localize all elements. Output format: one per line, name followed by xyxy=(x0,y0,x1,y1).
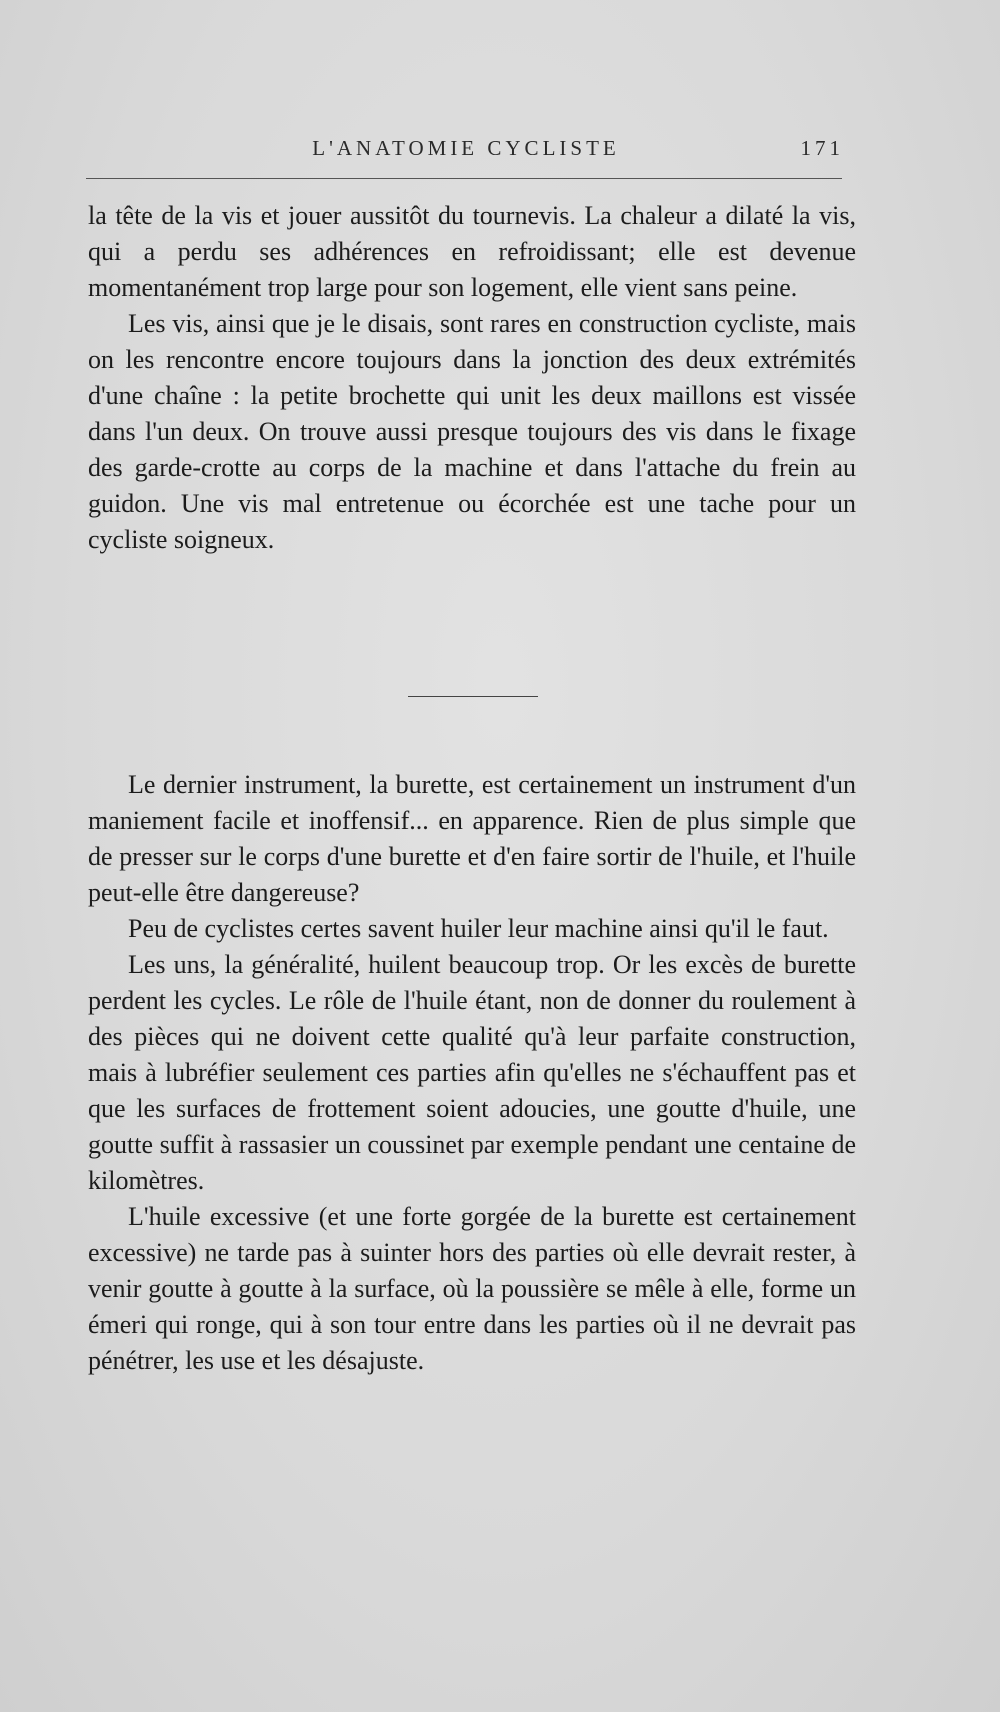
section-1-text xyxy=(88,198,856,558)
paragraph: Les vis, ainsi que je le disais, sont rares en construction cycliste, mais on les rencontre encore toujours dans la jonction des deux extrémités d'une chaîne : la petite brochette qui unit les deux maillons est vissée dans l'un deux. On trouve aussi presque toujours des vis dans le fixage des garde-crotte au corps de la machine et dans l'attache du frein au guidon. Une vis mal entretenue ou écorchée est une tache pour un cycliste soigneux. xyxy=(88,309,856,554)
running-title: L'ANATOMIE CYCLISTE xyxy=(312,136,620,160)
section-divider xyxy=(408,696,538,697)
paragraph: L'huile excessive (et une forte gorgée de la burette est certainement excessive) ne tarde pas à suinter hors des parties où elle devrait rester, à venir goutte à goutte à la surface, où la poussière se mêle à elle, forme un émeri qui ronge, qui à son tour entre dans les parties où il ne devrait pas pénétrer, les use et les désajuste. xyxy=(88,1202,856,1375)
section-2-text xyxy=(88,767,856,1379)
running-head xyxy=(88,132,844,172)
page-number: 171 xyxy=(800,136,844,160)
paragraph-continued: la tête de la vis et jouer aussitôt du tournevis. La chaleur a dilaté la vis, qui a perdu ses adhérences en refroidissant; elle est devenue momentanément trop large pour son logement, elle vient sans peine. xyxy=(88,201,856,302)
paragraph: Les uns, la généralité, huilent beaucoup trop. Or les excès de burette perdent les cycles. Le rôle de l'huile étant, non de donner du roulement à des pièces qui ne doivent cette qualité qu'à leur parfaite construction, mais à lubréfier seulement ces parties afin qu'elles ne s'échauffent pas et que les surfaces de frottement soient adoucies, une goutte d'huile, une goutte suffit à rassasier un coussinet par exemple pendant une centaine de kilomètres. xyxy=(88,950,856,1195)
header-rule xyxy=(86,178,842,179)
paragraph: Peu de cyclistes certes savent huiler leur machine ainsi qu'il le faut. xyxy=(128,914,829,943)
paragraph: Le dernier instrument, la burette, est certainement un instrument d'un maniement facile et inoffensif... en apparence. Rien de plus simple que de presser sur le corps d'une burette et d'en faire sortir de l'huile, et l'huile peut-elle être dangereuse? xyxy=(88,770,856,907)
